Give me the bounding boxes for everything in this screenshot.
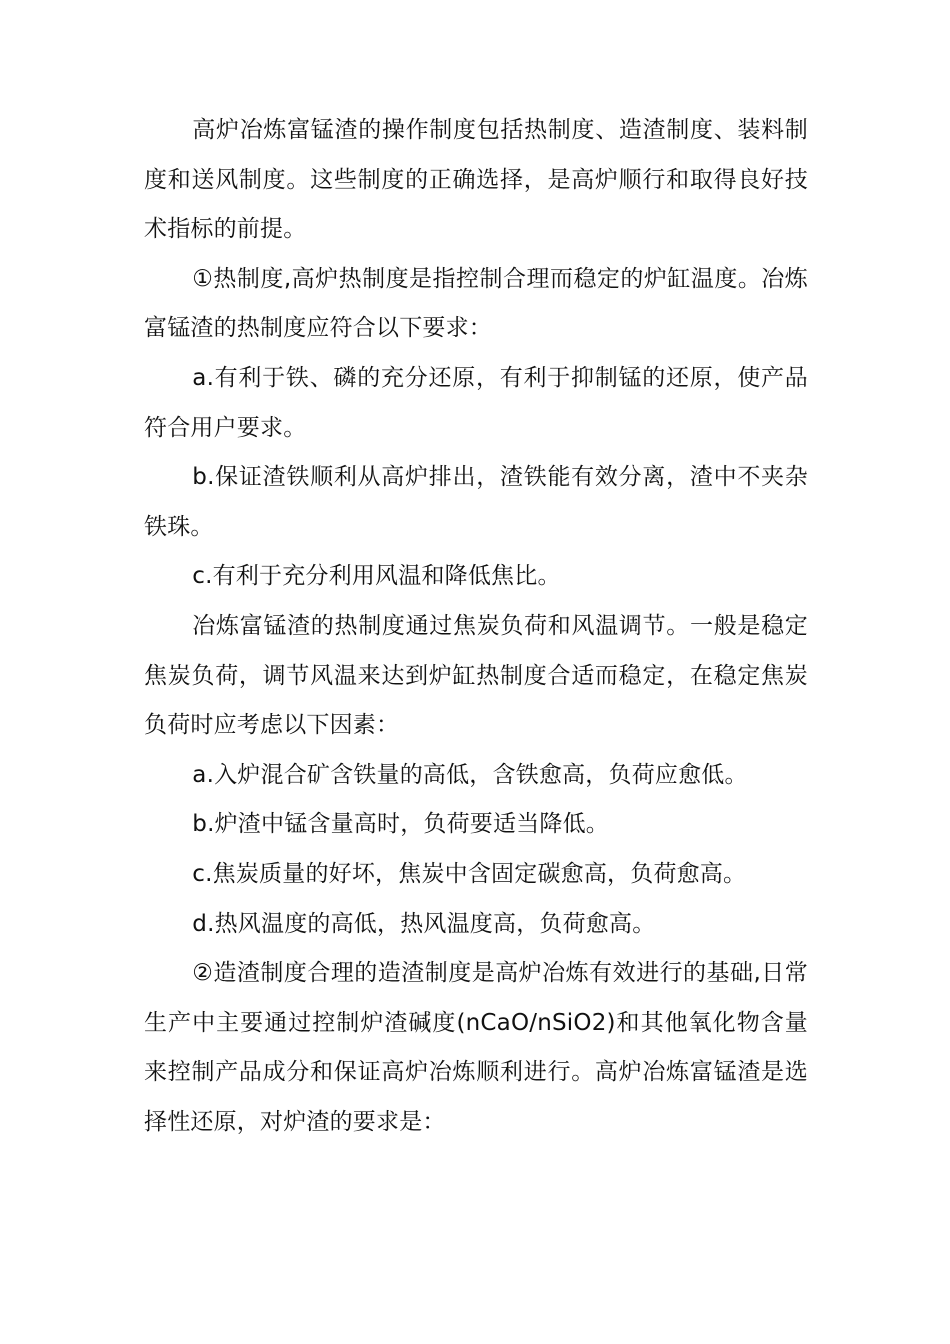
paragraph-factor-d: d.热风温度的高低，热风温度高，负荷愈高。 [192, 910, 656, 937]
paragraph-requirement-a: a.有利于铁、磷的充分还原，有利于抑制锰的还原，使产品符合用户要求。 [144, 364, 808, 441]
paragraph-intro: 高炉冶炼富锰渣的操作制度包括热制度、造渣制度、装料制度和送风制度。这些制度的正确选择，是高炉顺行和取得良好技术指标的前提。 [144, 117, 808, 243]
paragraph-factor-b: b.炉渣中锰含量高时，负荷要适当降低。 [192, 811, 610, 838]
paragraph-factor-a: a.入炉混合矿含铁量的高低，含铁愈高，负荷应愈低。 [192, 761, 748, 788]
paragraph-requirement-b: b.保证渣铁顺利从高炉排出，渣铁能有效分离，渣中不夹杂铁珠。 [144, 464, 808, 540]
paragraph-factor-c: c.焦炭质量的好坏，焦炭中含固定碳愈高，负荷愈高。 [192, 860, 747, 887]
paragraph-thermal-regime: ①热制度,高炉热制度是指控制合理而稳定的炉缸温度。冶炼富锰渣的热制度应符合以下要求： [144, 265, 808, 342]
paragraph-slag-regime: ②造渣制度合理的造渣制度是高炉冶炼有效进行的基础,日常生产中主要通过控制炉渣碱度(nCaO/nSiO2)和其他氧化物含量来控制产品成分和保证高炉冶炼顺利进行。高炉冶炼富锰渣是选择性还原，对炉渣的要求是： [144, 960, 808, 1135]
document-body [144, 106, 808, 1147]
paragraph-requirement-c: c.有利于充分利用风温和降低焦比。 [192, 563, 561, 590]
paragraph-thermal-adjustment: 冶炼富锰渣的热制度通过焦炭负荷和风温调节。一般是稳定焦炭负荷，调节风温来达到炉缸热制度合适而稳定，在稳定焦炭负荷时应考虑以下因素： [144, 612, 808, 739]
